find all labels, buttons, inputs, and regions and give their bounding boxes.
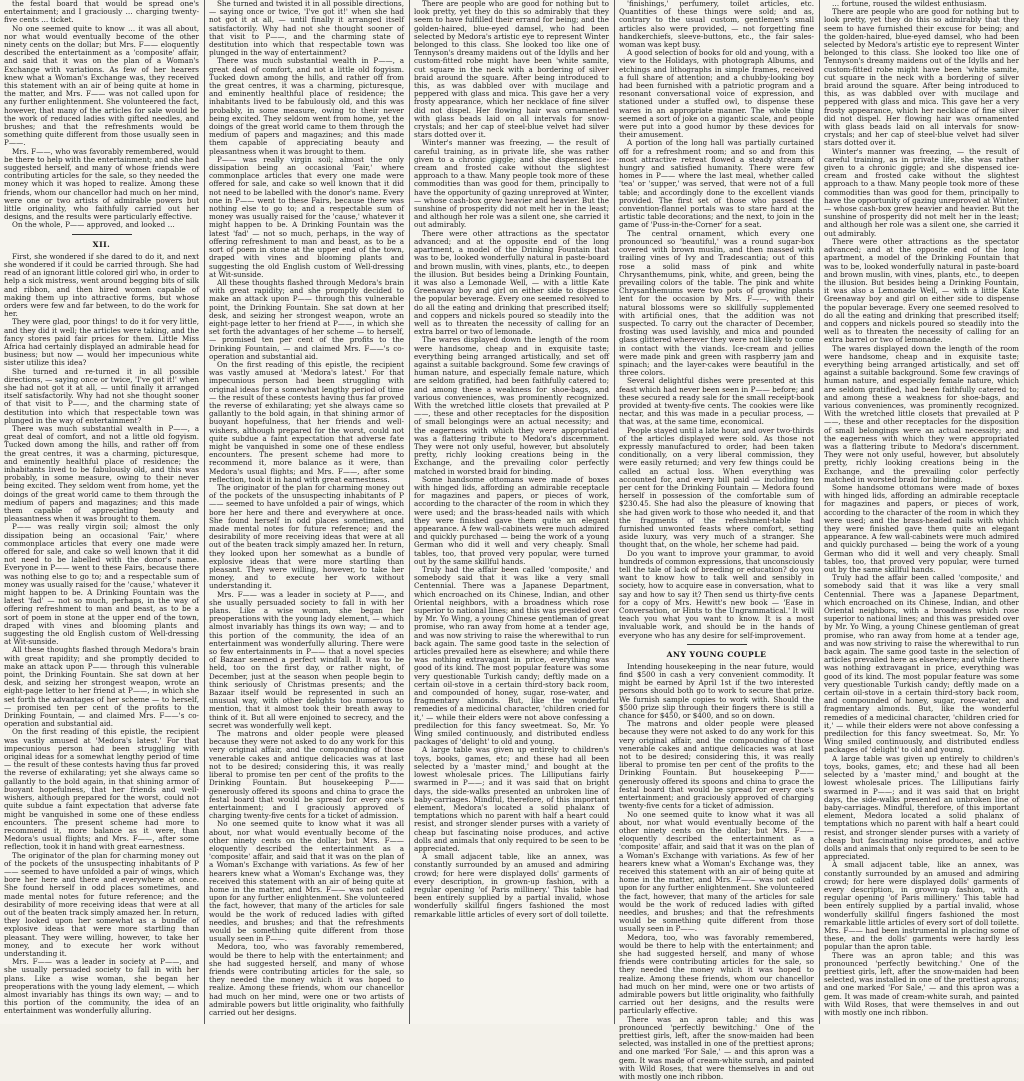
- paragraph: Several delightful dishes were presented at this feast which had never been seen in P—— before; and these secured a ready sale for the small receipt-book provided at twenty-five cents. The cookies were like nectar, and this was made in a peculiar process, — that was, at the same time, economical.: [619, 376, 814, 427]
- paragraph: There are people who are good for nothing but to look pretty, yet they do this so admirably that they seem to have fulfilled their errand for being; and the golden-haired, blue-eyed damsel, who had been selected by Medora's artistic eye to represent Winter belonged to this class. She looked too like one of Tennyson's dreamy maidens out of the Idylls and her custom-fitted robe might have been 'white samite, cut square in the neck with a bordering of silver braid around the square. After being introduced to this, as was dabbled over with mucilage and peppered with glass and mica. This gave her a very frosty appearance, which her necklace of fine silver did not dispel. Her flowing hair was ornamented with glass beads laid on all intervals for snow-crystals; and her cap of steel-blue velvet had silver stars dotted over it.: [414, 0, 609, 140]
- paragraph: There was an apron table; and this was pronounced 'perfectly bewitching.' One of the prettiest girls, left, after the snow-maiden had been selected, was installed in one of the prettiest aprons; and one marked 'For Sale,' — and this apron was a gem. It was made of cream-white surah, and painted with Wild Roses, that were themselves in and out with mostly one inch ribbon.: [824, 950, 1019, 1017]
- paragraph: She turned and twisted it in all possible directions, — saying once or twice, 'I've got it!' when she had not got it at all, — until finally it arranged itself satisfactorily. Why had not she thought sooner of that visit to P——, and the charming state of destitution into which that respectable town was plunged in the way of entertainment?: [209, 0, 404, 58]
- paragraph: On the whole, P—— approved, and looked …: [12, 220, 175, 230]
- paragraph: There was much substantial wealth in P——, a great deal of comfort, and not a little old fogyism. Tucked down among the hills, and rather off from the great centres, it was a charming, picturesque, and eminently healthful place of residence; the inhabitants lived to be fabulously old, and this was probably, in some measure, owing to their never being excited. They seldom went from home, yet the doings of the great world came to them through the medium of papers and magazines; and this made them capable of appreciating beauty and pleasantness when it was brought to them.: [4, 423, 199, 524]
- paragraph: They were glad, poor things! to do it for very little, and they did it well; the articles were taking, and the fancy stores paid fair prices for them. Little Miss Africa had certainly displayed an admirable head for business; but now — would her impecunious white sister utilize this idea?: [4, 317, 199, 368]
- section-rule: [72, 234, 132, 235]
- paragraph: the festal board that would be spread one's entertainment; and I graciously … charging twenty-five cents … ticket.: [4, 0, 199, 25]
- section-heading: ANY YOUNG COUPLE: [666, 649, 767, 659]
- column-rule: [614, 0, 615, 1024]
- paragraph: No one seemed quite to know what it was all about, nor what would eventually become of the other ninety cents on the dollar; but Mrs. F—— eloquently described the entertainment as a 'composite' affair, and said that it was on the plan of a Woman's Exchange with variations. As few of her hearers knew what a Woman's Exchange was, they received this statement with an air of being quite at home in the matter, and Mrs. F—— was not called upon for any further enlightenment. She volunteered the fact, however, that many of the articles for sale would be the work of reduced ladies with gifted needles, and brushes; and that the refreshments would be something quite different from those usually seen in P——.: [619, 809, 814, 934]
- paragraph: A good selection of books for old and young, with a view to the Holidays, with photograph Albums, and etchings and lithographs in simple frames, received a full share of attention; and a chubby-looking boy had been furnished with a patriotic program and a resonant conversational voice of expression, and stationed under a stuffed owl, to dispense these wares in an appropriate manner. The whole thing seemed a sort of joke on a gigantic scale, and people were put into a good humor by these devices for their amusement.: [619, 48, 814, 140]
- column-3: [414, 0, 609, 1024]
- paragraph: The wares displayed down the length of the room were handsome, cheap and in exquisite taste; everything being arranged artistically, and set off against a suitable background. Some few cravings of human nature, and especially female nature, which are seldom gratified, had been faithfully catered to; and among these a weakness for shoe-bags, and various conveniences, was prominently recognized. With the wretched little closets that prevailed at P——, these and other receptacles for the disposition of small belongings were an actual necessity; and the eagerness with which they were appropriated was a flattering tribute to Medora's discernment. They were not only useful, however, but absolutely pretty, richly looking creations being in the Exchange, and the prevailing color perfectly matched in worsted braid for binding.: [824, 343, 1019, 484]
- paragraph: The originator of the plan for charming money out of the pockets of the unsuspecting inhabitants of P—— seemed to have unfolded a pair of wings, which bore her here and there and everywhere at once. She found herself in odd places sometimes, and made mental notes for future reference; and the desirability of more receiving ideas that were at all out of the beaten track simply amazed her. In return, they looked upon her somewhat as a bundle of explosive ideas that were more startling than pleasant. They were willing, however, to take her money, and to execute her work without understanding it.: [4, 850, 199, 958]
- paragraph: On the first reading of this epistle, the recipient was vastly amused at 'Medora's latest.' For that impecunious person had been struggling with original ideas for a somewhat lengthy period of time — the result of these contests having thus far proved the reverse of exhilarating; yet she always came so gallantly to the bold again, in that shining armor of buoyant hopefulness, that her friends and well-wishers, although prepared for the worst, could not quite subdue a faint expectation that adverse fate might be vanquished in some one of these endless encounters. The present scheme had more to recommend it, more balance as it were, than Medora's usual flights; and Mrs. F——, after some reflection, took it in hand with great earnestness.: [209, 359, 404, 484]
- paragraph: There were other attractions as the spectator advanced; and at the opposite end of the long apartment, a model of the Drinking Fountain that was to be, looked wonderfully natural in paste-board and brown muslin, with vines, plants, etc., to deepen the illusion. But besides being a Drinking Fountain, it was also a Lemonade Well, — with a little Kate Greenaway boy and girl on either side to dispense the popular beverage. Every one seemed resolved to do all the eating and drinking that prescribed itself; and coppers and nickels poured so steadily into the well as to threaten the necessity of calling for an extra barrel or two of lemonade.: [414, 228, 609, 337]
- paragraph: Medora, too, who was favorably remembered, would be there to help with the entertainment; and she had suggested herself, and many of whose friends were contributing articles for the sale, so they needed the money which it was hoped to realize. Among these friends, whom our chancellor had much on her mind, were one or two artists of admirable powers but little originality, who faithfully carried out her designs.: [209, 942, 404, 1017]
- column-2: [209, 0, 404, 1024]
- column-rule: [204, 0, 205, 1024]
- paragraph: Some handsome ottomans were made of boxes with hinged lids, affording an admirable receptacle for magazines and papers, or pieces of work, according to the character of the room in which they were used; and the brass-headed nails with which they were finished gave them quite an elegant appearance. A few wall-cabinets were much admired and quickly purchased — being the work of a young German who did it well and very cheaply. Small tables, too, that proved very popular, were turned out by the same skillful hands.: [824, 482, 1019, 575]
- column-rule: [409, 0, 410, 1024]
- paragraph: She turned and re-turned it in all possible directions, — saying once or twice, 'I've got it!' when she had not got it at all, — until finally it arranged itself satisfactorily. Why had not she thought sooner of that visit to P——, and the charming state of destitution into which that respectable town was plunged in the way of entertainment?: [4, 366, 199, 425]
- paragraph: A small adjacent table, like an annex, was constantly surrounded by an amused and admiring crowd; for here were displayed dolls' garments of every description, in grown-up fashion, with a regular opening 'of Paris millinery.' This table had been entirely supplied by a partial invalid, whose wonderfully skillful fingers fashioned the most remarkable little articles of every sort of doll toilette.: [414, 852, 609, 919]
- paragraph: The originator of the plan for charming money out of the pockets of the unsuspecting inhabitants of P—— seemed to have unfolded a pair of wings, which bore her here and there and everywhere at once. She found herself in odd places sometimes, and made mental notes for future reference; and the desirability of more receiving ideas that were at all out of the beaten track simply amazed her. In return, they looked upon her somewhat as a bundle of explosive ideas that were more startling than pleasant. They were willing, however, to take her money, and to execute her work without understanding it.: [209, 482, 404, 591]
- paragraph: The matrons and older people were pleased because they were not asked to do any work for this very original affair, and the compounding of those venerable cakes and antique delicacies was at last not to be desired; considering this, it was really liberal to promise ten per cent of the profits to the Drinking Fountain. But housekeeping P—— generously offered its spoons and china to grace the festal board that would be spread for every one's entertainment; and graciously approved of charging twenty-five cents for a ticket of admission.: [619, 719, 814, 811]
- paragraph: A large table was given up entirely to children's toys, books, games, etc; and these had all been selected by a 'master mind,' and bought at the lowest wholesale prices. The Lilliputians fairly swarmed in P——; and it was said that on bright days, the side-walks presented an unbroken line of baby-carriages. Mindful, therefore, of this important element, Medora's located a solid phalanx of temptations which no parent with half a heart could resist, and stronger slender purses with a variety of cheap but fascinating noise produces, and active dolls and animals that only required to be seen to be appreciated.: [414, 745, 609, 853]
- paragraph: Winter's manner was freezing, — the result of careful training, as in private life, she was rather given to a chronic giggle; and she dispensed ice-cream and frosted cake without the slightest approach to a thaw. Many people took more of these commodities than was good for them, principally to have the opportunity of gazing unreproved at Winter, — whose cash-box grew heavier and heavier. But the sunshine of prosperity did not melt her in the least; and although her role was a silent one, she carried it out admirably.: [414, 138, 609, 230]
- paragraph: The matrons and older people were pleased because they were not asked to do any work for this very original affair, and the compounding of those venerable cakes and antique delicacies was at last not to be desired; considering this, it was really liberal to promise ten per cent of the profits to the Drinking Fountain. But housekeeping P—— generously offered its spoons and china to grace the festal board that would be spread for every one's entertainment; and I graciously approved of charging twenty-five cents for a ticket of admission.: [209, 729, 404, 821]
- paragraph: Mrs. F——, who was favorably remembered, would be there to help with the entertainment; and she had suggested herself, and many of whose friends were contributing articles for the sale, so they needed the money which it was hoped to realize. Among these friends, whom our chancellor had much on her mind, were one or two artists of admirable powers but little originality, who faithfully carried out her designs, and the results were particularly effective.: [4, 146, 199, 222]
- paragraph: A large table was given up entirely to children's toys, books, games, etc; and these had all been selected by a 'master mind,' and bought at the lowest wholesale prices. The Lilliputians fairly swarmed in P——; and it was said that on bright days, the side-walks presented an unbroken line of baby-carriages. Mindful, therefore, of this important element, Medora located a solid phalanx of temptations which no parent with half a heart could resist, and stronger slender purses with a variety of cheap but fascinating noise produces, and active dolls and animals that only required to be seen to be appreciated.: [824, 753, 1019, 862]
- section-heading: XII.: [92, 239, 111, 249]
- column-1: [4, 0, 199, 1024]
- paragraph: P—— was really virgin soil; almost the only dissipation being an occasional 'Fair,' where commonplace articles that every one made were offered for sale, and cake so well known that it did not need to be labelled with the donor's name. Every one in P—— went to these Fairs, because there was nothing else to go to; and a respectable sum of money was usually raised for the 'cause,' whatever it might happen to be. A Drinking Fountain was the latest 'fad' — not so much, perhaps, in the way of offering refreshment to man and beast, as to be a sort of poem in stone at the upper end of the town, draped with vines and blooming plants and suggesting the old English custom of Well-dressing at Wit-sunside.: [209, 154, 404, 279]
- paragraph: Winter's manner was freezing, — the result of careful training, as in private life, she was rather given to a chronic giggle; and she dispensed ice-cream and frosted cake without the slightest approach to a thaw. Many people took more of these commodities than was good for them, principally to have the opportunity of gazing unreproved at Winter, — whose cash-box grew heavier and heavier. But the sunshine of prosperity did not melt her in the least; and although her role was a silent one, she carried it out admirably.: [824, 146, 1019, 238]
- column-4: [619, 0, 814, 1081]
- paragraph: Do you want to improve your grammar, to avoid hundreds of common expressions, that unconsciously tell the tale of lack of breeding or education? do you want to know how to talk well and sensibly in society, how to acquire ease in conversation, what to say and how to say it? Then send us thirty-five cents for a copy of Mrs. Hewitt's new book — 'Ease in Conversation, or Hints to the Ungrammatical.' It will teach you what you want to know. It is a most invaluable work, and should be in the hands of everyone who has any desire for self-improvement.: [619, 548, 814, 640]
- paragraph: First, she wondered if she dared to do it, and next she wondered if it could be carried through. She had read of an ignorant little colored girl who, in order to help a sick mistress, went around begging bits of silk and ribbon, and then hired women capable of making them up into attractive forms, but whose orders were few and far between, to do the work for her.: [4, 251, 199, 319]
- paragraph: All these thoughts flashed through Medora's brain with great rapidity; and she promptly decided to make an attack upon P—— through this vulnerable point, the Drinking Fountain. She sat down at her desk, and seizing her strongest weapon, wrote an eight-page letter to her friend at P——, in which she set forth the advantages of her scheme — to herself, — promised ten per cent of the profits to the Drinking Fountain, — and claimed Mrs. F——'s co-operation and substantial aid.: [4, 645, 199, 729]
- paragraph: No one seemed quite to know … it was all about, nor what would eventually become of the other ninety cents on the dollar; but Mrs. F—— eloquently described the entertainment as a 'composite' affair, and said that it was on the plan of a Woman's Exchange with variations. As few of her hearers knew what a Woman's Exchange was, they received this statement with an air of being quite at home in the matter, and Mrs. F—— was not called upon for any further enlightenment. She volunteered the fact, however, that many of the articles for sale would be the work of reduced ladies with gifted needles, and brushes; and that the refreshments would be something quite different from those usually seen in P——.: [4, 23, 199, 148]
- paragraph: Medora, too, who was favorably remembered, would be there to help with the entertainment; and she had suggested herself, and many of whose friends were contributing articles for the sale, so they needed the money which it was hoped to realize. Among these friends, whom our chancellor had much on her mind, were one or two artists of admirable powers but little originality, who faithfully carried out her designs, and the results were particularly effective.: [619, 932, 814, 1016]
- section-rule: [687, 644, 747, 645]
- paragraph: There were other attractions as the spectator advanced; and at the opposite end of the long apartment, a model of the Drinking Fountain that was to be, looked wonderfully natural in paste-board and brown muslin, with vines, plants, etc., to deepen the illusion. But besides being a Drinking Fountain, it was also a Lemonade Well, — with a little Kate Greenaway boy and girl on either side to dispense the popular beverage. Every one seemed resolved to do all the eating and drinking that prescribed itself; and coppers and nickels poured so steadily into the well as to threaten the necessity of calling for an extra barrel or two of lemonade.: [824, 236, 1019, 345]
- paragraph: There are people who are good for nothing but to look pretty, yet they do this so admirably that they seem to have furnished their excuse for being; and the golden-haired, blue-eyed damsel, who had been selected by Medora's artistic eye to represent Winter belonged to this class. She looked too like one of Tennyson's dreamy maidens out of the Idylls and her custom-fitted robe might have been 'white samite, cut square in the neck with a bordering of silver braid around the square. After being introduced to this, as was dabbled over with mucilage and peppered with glass and mica. This gave her a very frosty appearance, which her necklace of fine silver did not dispel. Her flowing hair was ornamented with glass beads laid on all intervals for snow-crystals; and her cap of steel-blue velvet had silver stars dotted over it.: [824, 7, 1019, 148]
- paragraph: A small adjacent table, like an annex, was constantly surrounded by an amused and admiring crowd; for here were displayed dolls' garments of every description, in grown-up fashion, with a regular opening 'of Paris millinery.' This table had been entirely supplied by a partial invalid, whose wonderfully skillful fingers fashioned the most remarkable little articles of every sort of doll toilette. Mrs. F—— had been instrumental in placing some of these, and the dolls' garments were hardly less popular than the apron table.: [824, 860, 1019, 952]
- paragraph: Truly had the affair been called 'composite,' and somebody said that it was like a very small Centennial. There was a Japanese Department, which encroached on its Chinese, Indian, and other Oriental neighbors, with a broadness which rose superior to national lines; and this was presided over by Mr. Yo Wing, a young Chinese gentleman of great promise, who ran away from home at a tender age, and was now striving to raise the wherewithal to run back again. The same good taste in the selection of articles prevailed here as elsewhere; and while there was nothing extravagant in price, everything was good of its kind. The most popular feature was some very questionable Turkish candy; deftly made on a certain oil-stove in a certain third-story back room, and compounded of honey, sugar, rose-water, and fragmentary almonds. But, like the wonderful remedies of a medicinal character, 'children cried for it,' — while their elders were not above confessing a predilection for this fancy sweetmeat. So, Mr. Yo Wing smiled continuously, and distributed endless packages of 'delight' to old and young.: [824, 573, 1019, 755]
- paragraph: All these thoughts flashed through Medora's brain with great rapidity; and she promptly decided to make an attack upon P—— through this vulnerable point, the Drinking Fountain. She sat down at her desk, and seizing her strongest weapon, wrote an eight-page letter to her friend at P——, in which she set forth the advantages of her scheme — to herself, — promised ten per cent of the profits to the Drinking Fountain, — and claimed Mrs. F——'s co-operation and substantial aid.: [209, 277, 404, 361]
- paragraph: Intending housekeeping in the near future, would find $500 in cash a very convenient commodity. It might be earned by April 1st if the two interested persons should both go to work to secure that prize. We furnish sample copies to work with. Should the $500 prize slip through their fingers there is still a chance for $450, or $400, and so on down.: [619, 661, 814, 721]
- paragraph: On the first reading of this epistle, the recipient was vastly amused at 'Medora's latest.' For that impecunious person had been struggling with original ideas for a somewhat lengthy period of time — the result of these contests having thus far proved the reverse of exhilarating; yet she always came so gallantly to the bold again, in that shining armor of buoyant hopefulness, that her friends and well-wishers, although prepared for the worst, could not quite subdue a faint expectation that adverse fate might be vanquished in some one of these endless encounters. The present scheme had more to recommend it, more balance as it were, than Medora's usual flights; and Mrs. F——, after some reflection, took it in hand with great earnestness.: [4, 727, 199, 852]
- column-rule: [819, 0, 820, 1024]
- paragraph: Truly had the affair been called 'composite,' and somebody said that it was like a very small Centennial. There was a Japanese Department, which encroached on its Chinese, Indian, and other Oriental neighbors, with a broadness which rose superior to national lines; and this was presided over by Mr. Yo Wing, a young Chinese gentleman of great promise, who ran away from home at a tender age, and was now striving to raise the wherewithal to run back again. The same good taste in the selection of articles prevailed here as elsewhere; and while there was nothing extravagant in price, everything was good of its kind. The most popular feature was some very questionable Turkish candy; deftly made on a certain oil-stove in a certain third-story back room, and compounded of honey, sugar, rose-water, and fragmentary almonds. But, like the wonderful remedies of a medicinal character, 'children cried for it,' — while their elders were not above confessing a predilection for this fancy sweetmeat. So, Mr. Yo Wing smiled continuously, and distributed endless packages of 'delight' to old and young.: [414, 565, 609, 747]
- paragraph: Some handsome ottomans were made of boxes with hinged lids, affording an admirable receptacle for magazines and papers, or pieces of work, according to the character of the room in which they were used; and the brass-headed nails with which they were finished gave them quite an elegant appearance. A few wall-cabinets were much admired and quickly purchased — being the work of a young German who did it well and very cheaply. Small tables, too, that proved very popular, were turned out by the same skillful hands.: [414, 474, 609, 566]
- paragraph: A portion of the long hall was partially curtained off for a refreshment room; and so and from this most attractive retreat flowed a steady stream of hungry and satisfied humanity. There were few homes in P—— where the last meal, whether called 'tea' or 'supper,' was served, that were not of a full table; and accordingly done to the excellent viands provided. The first set of those who passed the convention-flannel portals was to stare hard at the artistic table decorations; and the next, to join in the game of 'Puss-in-the-Corner' for a seat.: [619, 138, 814, 230]
- paragraph: The central ornament, which every one pronounced so 'beautiful,' was a round sugar-box covered with brown muslin, and then massed with trailing vines of Ivy and Tradescantia; out of this rose a solid mass of pink and white Chrysanthemums, pink, white, and green, being the prevailing colors of the table. The pink and white Chrysanthemums were two pots of growing plants lent for the occasion by Mrs. F——, with their natural blossoms were so skillfully supplemented with artificial ones, that the addition was not suspected. To carry out the character of December, frosting was used lavishly, and mica and pounded glass glittered wherever they were not likely to come in contact with the viands. Ice-cream and jellies were made pink and green with raspberry jam and spinach; and the layer-cakes were beautiful in the three colors.: [619, 228, 814, 378]
- paragraph: There was an apron table; and this was pronounced 'perfectly bewitching.' One of the prettiest girls, left, after the snow-maiden had been selected, was installed in one of the prettiest aprons; and one marked 'For Sale,' — and this apron was a gem. It was made of cream-white surah, and painted with Wild Roses, that were themselves in and out with mostly one inch ribbon.: [619, 1014, 814, 1081]
- paragraph: No one seemed quite to know what it was all about, nor what would eventually become of the other ninety cents on the dollar; but Mrs. F—— eloquently described the entertainment as a 'composite' affair, and said that it was on the plan of a Woman's Exchange with variations. As few of her hearers knew what a Woman's Exchange was, they received this statement with an air of being quite at home in the matter, and Mrs. F—— was not called upon for any further enlightenment. She volunteered the fact, however, that many of the articles for sale would be the work of reduced ladies with gifted needles, and brushes; and that the refreshments would be something quite different from those usually seen in P——.: [209, 819, 404, 944]
- paragraph: Mrs. F—— was a leader in society at P——, and she usually persuaded society to fall in with her plans. Like a wise woman, she began her preoperations with the young lady element, — which almost invariably has things its own way; — and to this portion of the community, the idea of an entertainment was wonderfully alluring.: [4, 957, 199, 1016]
- paragraph: The wares displayed down the length of the room were handsome, cheap and in exquisite taste; everything being arranged artistically, and set off against a suitable background. Some few cravings of human nature, and especially female nature, which are seldom gratified, had been faithfully catered to; and among these a weakness for shoe-bags, and various conveniences, was prominently recognized. With the wretched little closets that prevailed at P——, these and other receptacles for the disposition of small belongings were an actual necessity; and the eagerness with which they were appropriated was a flattering tribute to Medora's discernment. They were not only useful, however, but absolutely pretty, richly looking creations being in the Exchange, and the prevailing color perfectly matched in worsted braid for binding.: [414, 335, 609, 476]
- paragraph: People stayed until a late hour, and over two-thirds of the articles displayed were sold. As those not expressly manufactured to order, had been taken conditionally, on a very liberal commission, they were easily returned; and very few things could be called an actual loss. When everything was accounted for, and every bill paid — including ten per cent for the Drinking Fountain — Medora found herself in possession of the comfortable sum of $230.45. She had also the pleasure of knowing that she had given work to those who needed it, and that the fragments of the refreshment-table had furnished unwonted feasts where comfort, setting aside luxury, was very much of a stranger. She thought that, on the whole, her scheme had paid.: [619, 425, 814, 550]
- paragraph: … fortune, roused the wildest enthusiasm.: [832, 0, 987, 8]
- paragraph: Mrs. F—— was a leader in society at P——, and she usually persuaded society to fall in with her plans. Like a wise woman, she began her preoperations with the young lady element, — which almost invariably has things its own way; — and to this portion of the community, the idea of an entertainment was wonderfully alluring. There were so few entertainments in P—— that a novel species of Bazaar seemed a perfect windfall. It was to be held, too on the first day, or rather night, of December, just at the season when people begin to think seriously of Christmas presents; and the Bazaar itself would be represented in such an unusual way, with other delights too numerous to mention, that it almost took their breath away to think of it. But all were enjoined to secrecy, and the secret was wonderfully well kept.: [209, 589, 404, 730]
- paragraph: 'finishings,' perfumery, toilet articles, etc. Quantities of these things were sold; and as, contrary to the usual custom, gentlemen's small articles also were provided, — not forgetting fine handkerchiefs, sleeve-buttons, etc., the fair sales-woman was kept busy.: [619, 0, 814, 50]
- column-5: [824, 0, 1019, 1024]
- paragraph: There was much substantial wealth in P——, a great deal of comfort, and not a little old fogyism. Tucked down among the hills, and rather off from the great centres, it was a charming, picturesque, and eminently healthful place of residence; the inhabitants lived to be fabulously old, and this was probably, in some measure, owing to their never being excited. They seldom went from home, yet the doings of the great world came to them through the medium of papers and magazines; and this made them capable of appreciating beauty and pleasantness when it was brought to them.: [209, 56, 404, 156]
- paragraph: P—— was really virgin soil; almost the only dissipation being an occasional 'Fair,' where commonplace articles that every one made were offered for sale, and cake so well known that it did not need to be labelled with the donor's name. Everyone in P—— went to these Fairs, because there was nothing else to go to; and a respectable sum of money was usually raised for the 'cause,' whatever it might happen to be. A Drinking Fountain was the latest 'fad' — not so much, perhaps, in the way of offering refreshment to man and beast, as to be a sort of poem in stone at the upper end of the town, draped with vines and blooming plants and suggesting the old English custom of Well-dressing at Wit-sunside.: [4, 522, 199, 647]
